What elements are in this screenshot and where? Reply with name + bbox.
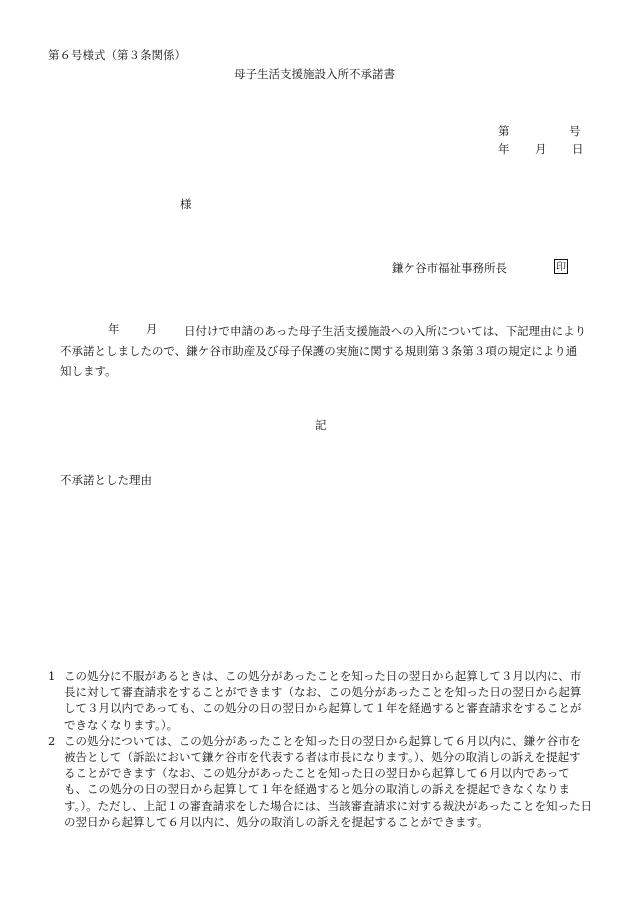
note-text: この処分については、この処分があったことを知った日の翌日から起算して６月以内に、鎌ケ谷市を被告として（訴訟において鎌ケ谷市を代表する者は市長になります。）、処分の取消しの訴えを提起することができます（なお、この処分があったことを知った日の翌日から起算して６月以内であっても、この処分の日の翌日から起算して１年を経過すると処分の取消しの訴えを提起できなくなります。）。ただし、上記１の審査請求をした場合には、当該審査請求に対する裁決があったことを知った日の翌日から起算して６月以内に、処分の取消しの訴えを提起することができます。 [64, 733, 592, 829]
note-item [48, 733, 592, 830]
note-text: この処分に不服があるときは、この処分があったことを知った日の翌日から起算して３月以内に、市長に対して審査請求をすることができます（なお、この処分があったことを知った日の翌日から起算して３月以内であっても、この処分の日の翌日から起算して１年を経過すると審査請求をすることができなくなります。）。 [64, 669, 582, 732]
form-label: 第６号様式（第３条関係） [48, 48, 186, 62]
reason-label: 不承諾とした理由 [60, 473, 152, 487]
date-month: 月 [535, 142, 547, 156]
note-item [48, 668, 592, 733]
note-number: 2 [48, 733, 56, 748]
number-prefix: 第 [498, 124, 510, 138]
addressee-suffix: 様 [180, 197, 192, 211]
body-paragraph: 日付けで申請のあった母子生活支援施設への入所については、下記理由により不承諾としましたので、鎌ケ谷市助産及び母子保護の実施に関する規則第３条第３項の規定により通知します。 [60, 324, 587, 378]
body-month: 月 [146, 322, 158, 336]
body-year: 年 [108, 322, 120, 336]
date-day: 日 [572, 142, 584, 156]
note-number: 1 [48, 669, 56, 683]
document-title: 母子生活支援施設入所不承諾書 [234, 67, 395, 81]
ki-heading: 記 [315, 418, 327, 432]
number-suffix: 号 [569, 124, 581, 138]
notes-list [48, 668, 592, 830]
issuer-name: 鎌ケ谷市福祉事務所長 [392, 261, 507, 275]
seal-mark: 印 [554, 259, 568, 274]
date-year: 年 [498, 142, 510, 156]
